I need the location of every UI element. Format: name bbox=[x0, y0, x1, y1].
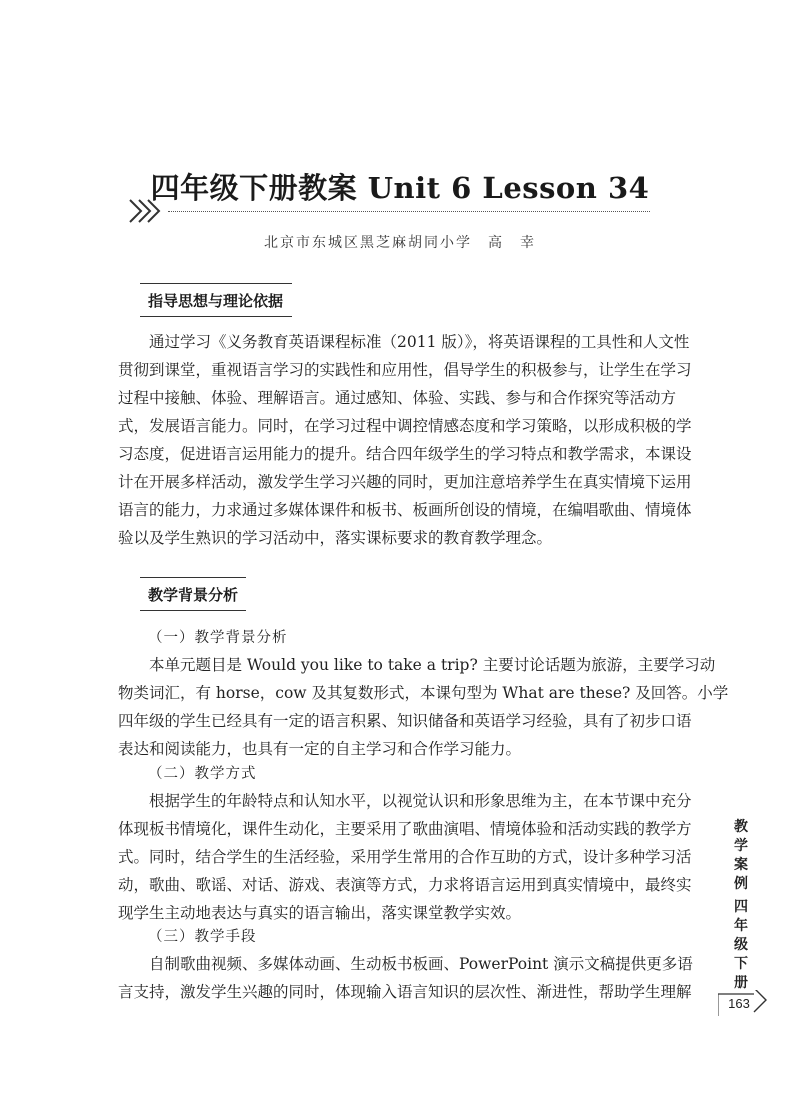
page-number: 163 bbox=[728, 996, 750, 1011]
title-divider bbox=[168, 211, 650, 212]
section-heading-guiding-ideas: 指导思想与理论依据 bbox=[148, 292, 284, 310]
section-rule-bottom bbox=[140, 610, 246, 611]
text-line: 过程中接触、体验、理解语言。通过感知、体验、实践、参与和合作探究等活动方 bbox=[118, 389, 677, 407]
text-line: 根据学生的年龄特点和认知水平，以视觉认识和形象思维为主，在本节课中充分 bbox=[149, 792, 692, 810]
text-line: 自制歌曲视频、多媒体动画、生动板书板画、PowerPoint 演示文稿提供更多语 bbox=[149, 955, 693, 973]
text-line: 通过学习《义务教育英语课程标准（2011 版）》，将英语课程的工具性和人文性 bbox=[149, 333, 690, 351]
side-label-grade-four-second-volume: 四 年 级 下 册 bbox=[734, 899, 748, 991]
text-line: 体现板书情境化，课件生动化，主要采用了歌曲演唱、情境体验和活动实践的教学方 bbox=[118, 820, 692, 838]
text-line: 现学生主动地表达与真实的语言输出，落实课堂教学实效。 bbox=[118, 904, 522, 922]
text-line: 式。同时，结合学生的生活经验，采用学生常用的合作互助的方式，设计多种学习活 bbox=[118, 848, 692, 866]
text-line: 四年级的学生已经具有一定的语言积累、知识储备和英语学习经验，具有了初步口语 bbox=[118, 712, 692, 730]
section-rule-bottom bbox=[140, 316, 292, 317]
paragraph-guiding-ideas bbox=[118, 328, 696, 552]
paragraph-teaching-tools bbox=[118, 950, 696, 1006]
text-line: 习态度，促进语言运用能力的提升。结合四年级学生的学习特点和教学需求，本课设 bbox=[118, 445, 692, 463]
subheading-background-analysis: （一）教学背景分析 bbox=[148, 630, 288, 646]
text-line: 式，发展语言能力。同时，在学习过程中调控情感态度和学习策略，以形成积极的学 bbox=[118, 417, 692, 435]
text-line: 物类词汇，有 horse，cow 及其复数形式，本课句型为 What are these? 及回答。小学 bbox=[118, 684, 729, 702]
paragraph-background-analysis bbox=[118, 651, 729, 763]
text-line: 本单元题目是 Would you like to take a trip? 主要讨论话题为旅游，主要学习动 bbox=[149, 656, 716, 674]
subheading-teaching-tools: （三）教学手段 bbox=[148, 929, 257, 945]
section-rule-top bbox=[140, 577, 246, 578]
text-line: 贯彻到课堂，重视语言学习的实践性和应用性，倡导学生的积极参与，让学生在学习 bbox=[118, 361, 692, 379]
text-line: 语言的能力，力求通过多媒体课件和板书、板画所创设的情境，在编唱歌曲、情境体 bbox=[118, 501, 692, 519]
text-line: 计在开展多样活动，激发学生学习兴趣的同时，更加注意培养学生在真实情境下运用 bbox=[118, 473, 692, 491]
section-heading-background: 教学背景分析 bbox=[148, 586, 239, 604]
text-line: 验以及学生熟识的学习活动中，落实课标要求的教育教学理念。 bbox=[118, 529, 553, 547]
author-line: 北京市东城区黑芝麻胡同小学 高 幸 bbox=[264, 235, 536, 251]
text-line: 言支持，激发学生兴趣的同时，体现输入语言知识的层次性、渐进性，帮助学生理解 bbox=[118, 983, 692, 1001]
text-line: 动，歌曲、歌谣、对话、游戏、表演等方式，力求将语言运用到真实情境中，最终实 bbox=[118, 876, 692, 894]
side-label-teaching-cases: 教 学 案 例 bbox=[734, 819, 748, 892]
section-rule-top bbox=[140, 283, 292, 284]
page-title: 四年级下册教案 Unit 6 Lesson 34 bbox=[150, 171, 650, 205]
subheading-teaching-methods: （二）教学方式 bbox=[148, 766, 257, 782]
paragraph-teaching-methods bbox=[118, 787, 696, 927]
text-line: 表达和阅读能力，也具有一定的自主学习和合作学习能力。 bbox=[118, 740, 522, 758]
